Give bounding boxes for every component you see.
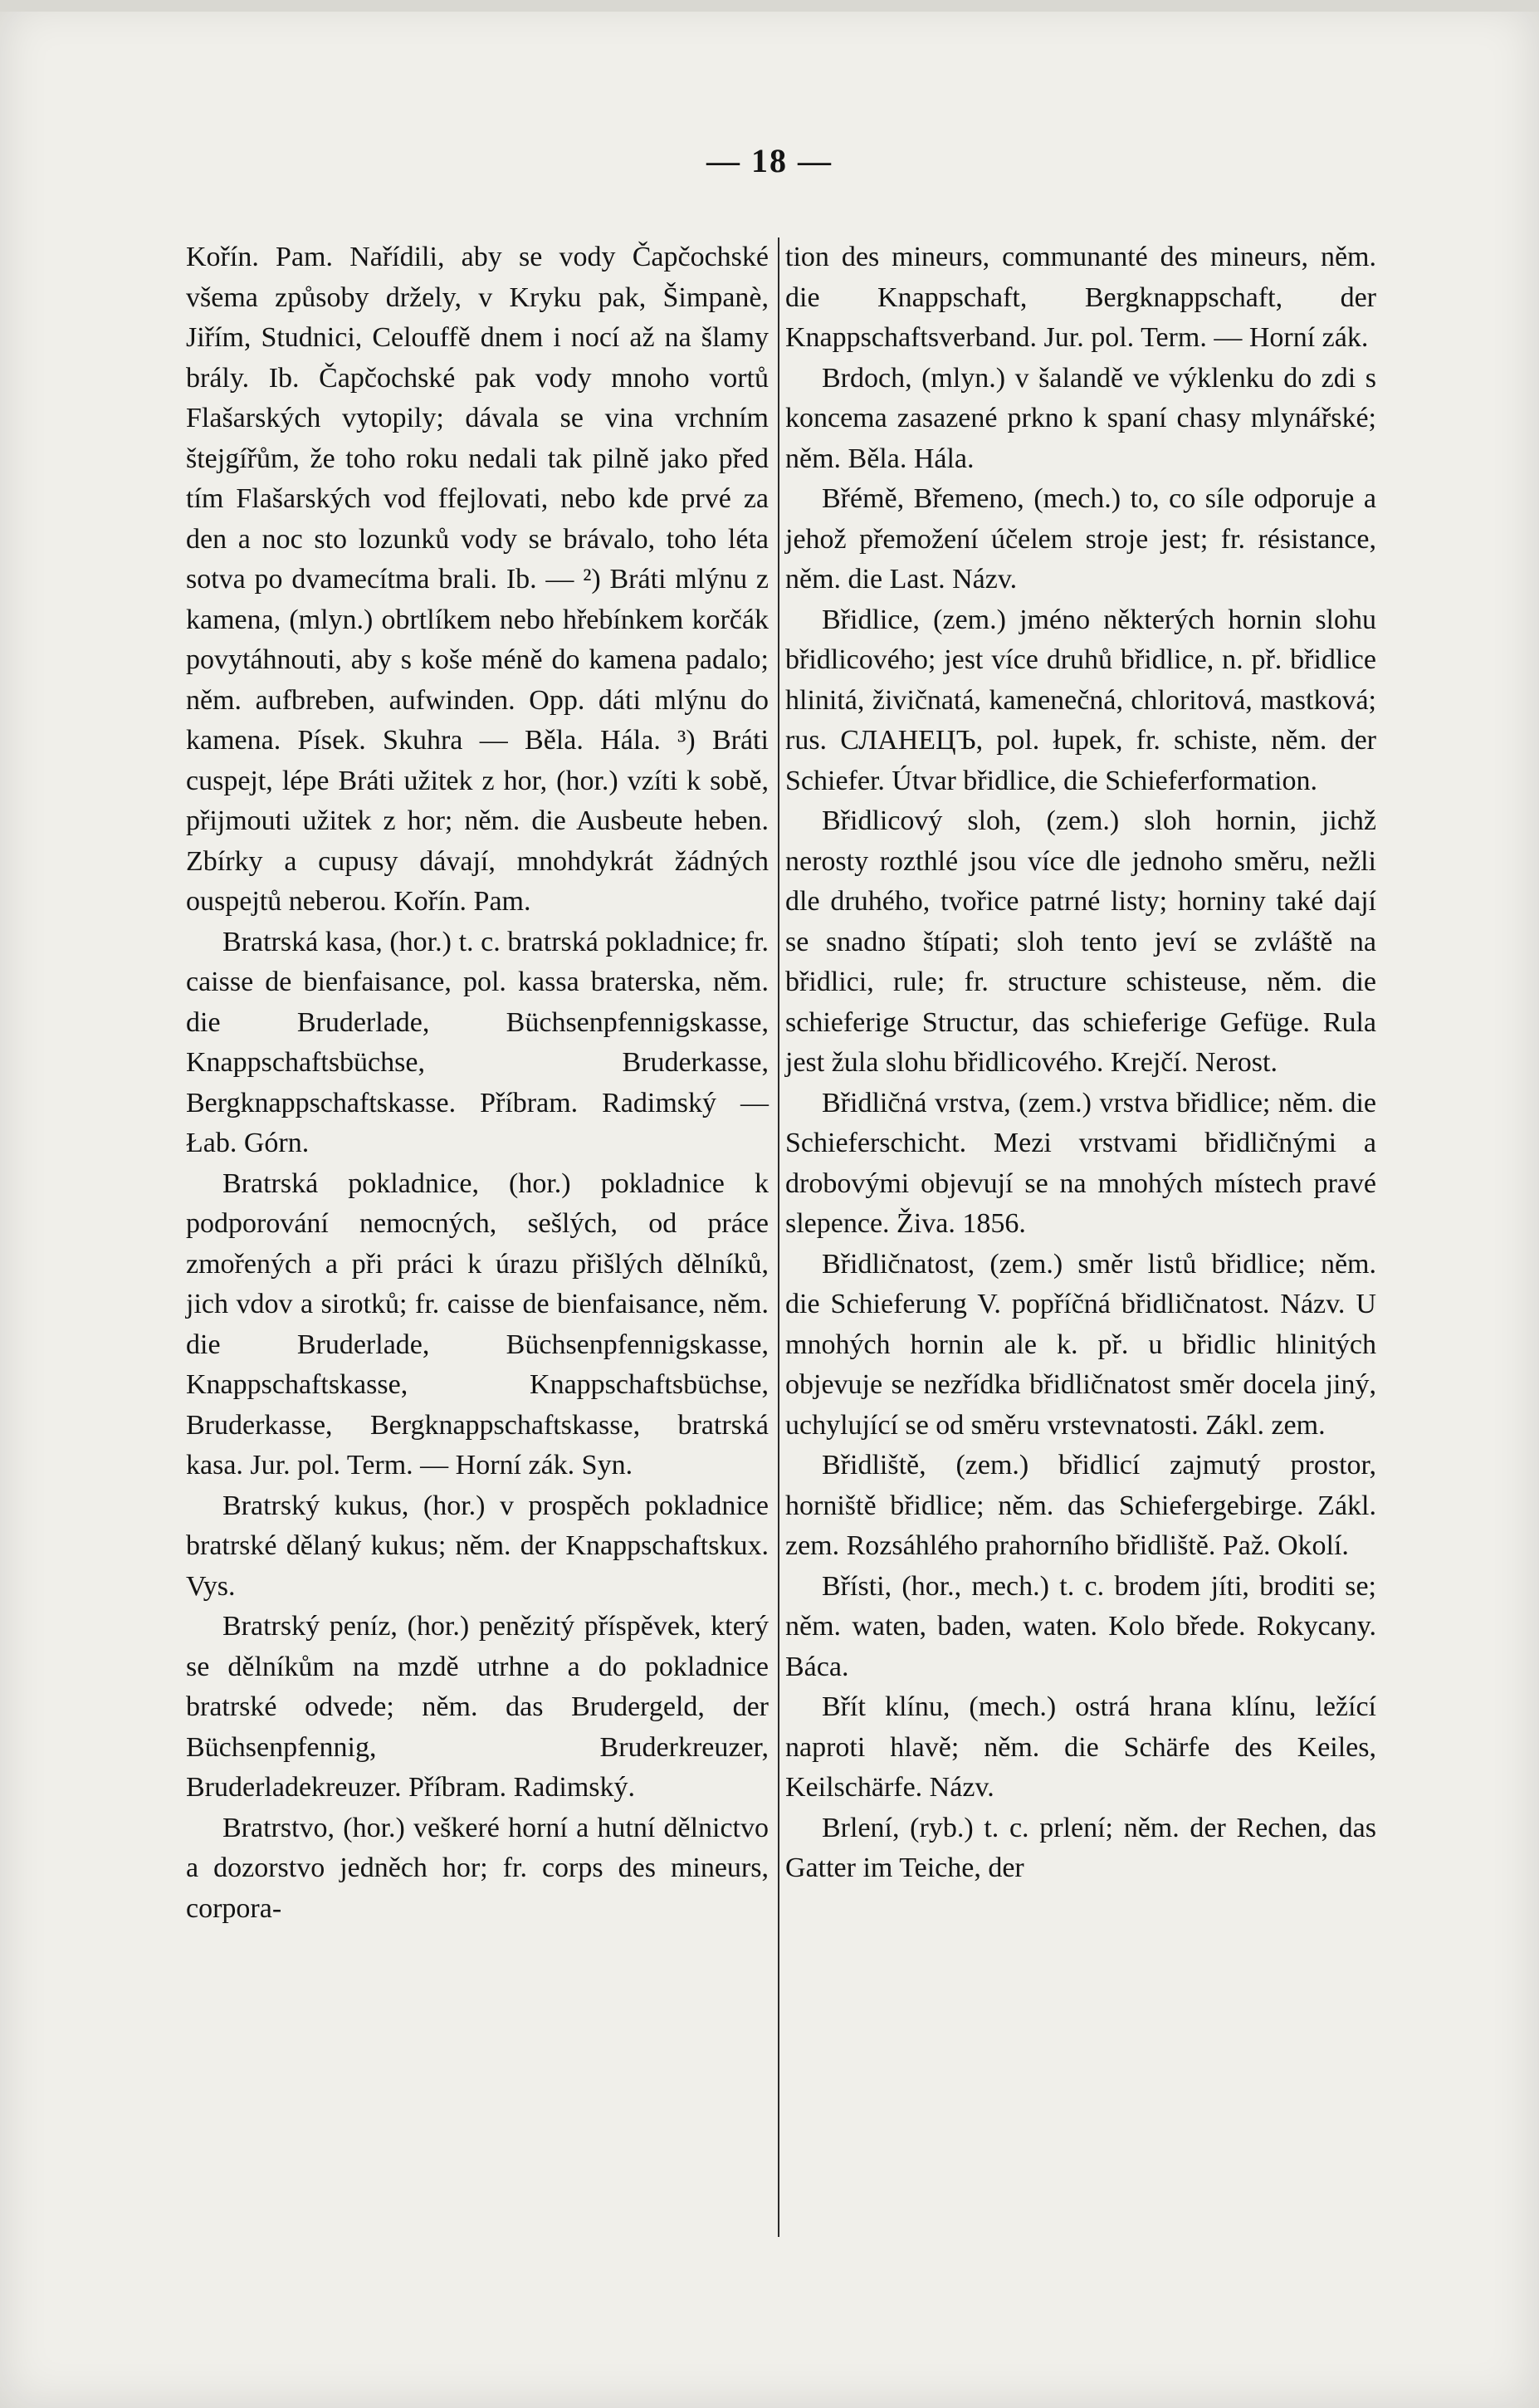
entry-brdoch: Brdoch, (mlyn.) v šalandě ve výklenku do zdi s koncema zasazené prkno k spaní chasy mlynářské; něm. Běla. Hála.	[785, 362, 1376, 474]
entry-bridlicnatost: Břidličnatost, (zem.) směr listů břidlice; něm. die Schieferung V. popříčná břidličnatost. Názv. U mnohých hornin ale k. př. u břidlic hlinitých objevuje se nezřídka břidličnatost směr docela jiný, uchylující se od směru vrstevnatosti. Zákl. zem.	[785, 1248, 1376, 1441]
entry-bratrska-kasa: Bratrská kasa, (hor.) t. c. bratrská pokladnice; fr. caisse de bienfaisance, pol. kassa braterska, něm. die Bruderlade, Büchsenpfennigskasse, Knappschaftsbüchse, Bruderkasse, Bergknappschaftskasse. Příbram. Radimský — Łab. Górn.	[186, 926, 769, 1158]
entry-bridlicna-vrstva: Břidličná vrstva, (zem.) vrstva břidlice; něm. die Schieferschicht. Mezi vrstvami břidličnými a drobovými objevují se na mnohých místech pravé slepence. Živa. 1856.	[785, 1087, 1376, 1239]
right-column	[785, 237, 1376, 1889]
entry-bratrsky-peniz: Bratrský peníz, (hor.) penězitý příspěvek, který se dělníkům na mzdě utrhne a do pokladnice bratrské odvede; něm. das Brudergeld, der Büchsenpfennig, Bruderkreuzer, Bruderladekreuzer. Příbram. Radimský.	[186, 1611, 769, 1803]
entry-bratrstvo: Bratrstvo, (hor.) veškeré horní a hutní dělnictvo a dozorstvo jedněch hor; fr. corps des mineurs, corpora-	[186, 1812, 769, 1924]
column-divider	[778, 237, 779, 2237]
entry-bristi: Břísti, (hor., mech.) t. c. brodem jíti, broditi se; něm. waten, baden, waten. Kolo břede. Rokycany. Báca.	[785, 1570, 1376, 1682]
page-number: — 18 —	[706, 142, 833, 179]
entry-bridlice: Břidlice, (zem.) jméno některých hornin slohu břidlicového; jest více druhů břidlice, n. př. břidlice hlinitá, živičnatá, kamenečná, chloritová, mastková; rus. СЛАНЕЦЪ, pol. łupek, fr. schiste, něm. der Schiefer. Útvar břidlice, die Schieferformation.	[785, 604, 1376, 796]
entry-brit-klinu: Břít klínu, (mech.) ostrá hrana klínu, ležící naproti hlavě; něm. die Schärfe des Keiles, Keilschärfe. Názv.	[785, 1691, 1376, 1803]
entry-bridliste: Břidliště, (zem.) břidlicí zajmutý prostor, horniště břidlice; něm. das Schiefergebirge. Zákl. zem. Rozsáhlého prahorního břidliště. Paž. Okolí.	[785, 1450, 1376, 1561]
entry-brleni: Brlení, (ryb.) t. c. prlení; něm. der Rechen, das Gatter im Teiche, der	[785, 1812, 1376, 1883]
entry-breme: Břémě, Břemeno, (mech.) to, co síle odporuje a jehož přemožení účelem stroje jest; fr. résistance, něm. die Last. Názv.	[785, 483, 1376, 595]
page-edge	[0, 0, 1539, 12]
entry-continuation-right: tion des mineurs, communanté des mineurs, něm. die Knappschaft, Bergknappschaft, der Knappschaftsverband. Jur. pol. Term. — Horní zák.	[785, 242, 1376, 353]
entry-bridlicovy-sloh: Břidlicový sloh, (zem.) sloh hornin, jichž nerosty rozthlé jsou více dle jednoho směru, nežli dle druhého, tvořice patrné listy; horniny také dají se snadno štípati; sloh tento jeví se zvláště na břidlici, rule; fr. structure schisteuse, něm. die schieferige Structur, das schieferige Gefüge. Rula jest žula slohu břidlicového. Krejčí. Nerost.	[785, 805, 1376, 1078]
entry-continuation: Kořín. Pam. Nařídili, aby se vody Čapčochské všema způsoby držely, v Kryku pak, Šimpanè, Jiřím, Studnici, Celouffě dnem i nocí až na šlamy brály. Ib. Čapčochské pak vody mnoho vortů Flašarských vytopily; dávala se vina vrchním štejgířům, že toho roku nedali tak pilně jako před tím Flašarských vod ffejlovati, nebo kde prvé za den a noc sto lozunků vody se brávalo, toho léta sotva po dvamecítma brali. Ib. — ²) Bráti mlýnu z kamena, (mlyn.) obrtlíkem nebo hřebínkem korčák povytáhnouti, aby s koše méně do kamena padalo; něm. aufbreben, aufwinden. Opp. dáti mlýnu do kamena. Písek. Skuhra — Běla. Hála. ³) Bráti cuspejt, lépe Bráti užitek z hor, (hor.) vzíti k sobě, přijmouti užitek z hor; něm. die Ausbeute heben. Zbírky a cupusy dávají, mnohdykrát žádných ouspejtů neberou. Kořín. Pam.	[186, 242, 769, 917]
entry-bratrsky-kukus: Bratrský kukus, (hor.) v prospěch pokladnice bratrské dělaný kukus; něm. der Knappschaftskux. Vys.	[186, 1490, 769, 1602]
entry-bratrska-pokladnice: Bratrská pokladnice, (hor.) pokladnice k podporování nemocných, sešlých, od práce zmořených a při práci k úrazu přišlých dělníků, jich vdov a sirotků; fr. caisse de bienfaisance, něm. die Bruderlade, Büchsenpfennigskasse, Knappschaftskasse, Knappschaftsbüchse, Bruderkasse, Bergknappschaftskasse, bratrská kasa. Jur. pol. Term. — Horní zák. Syn.	[186, 1167, 769, 1481]
left-column	[186, 237, 769, 1929]
